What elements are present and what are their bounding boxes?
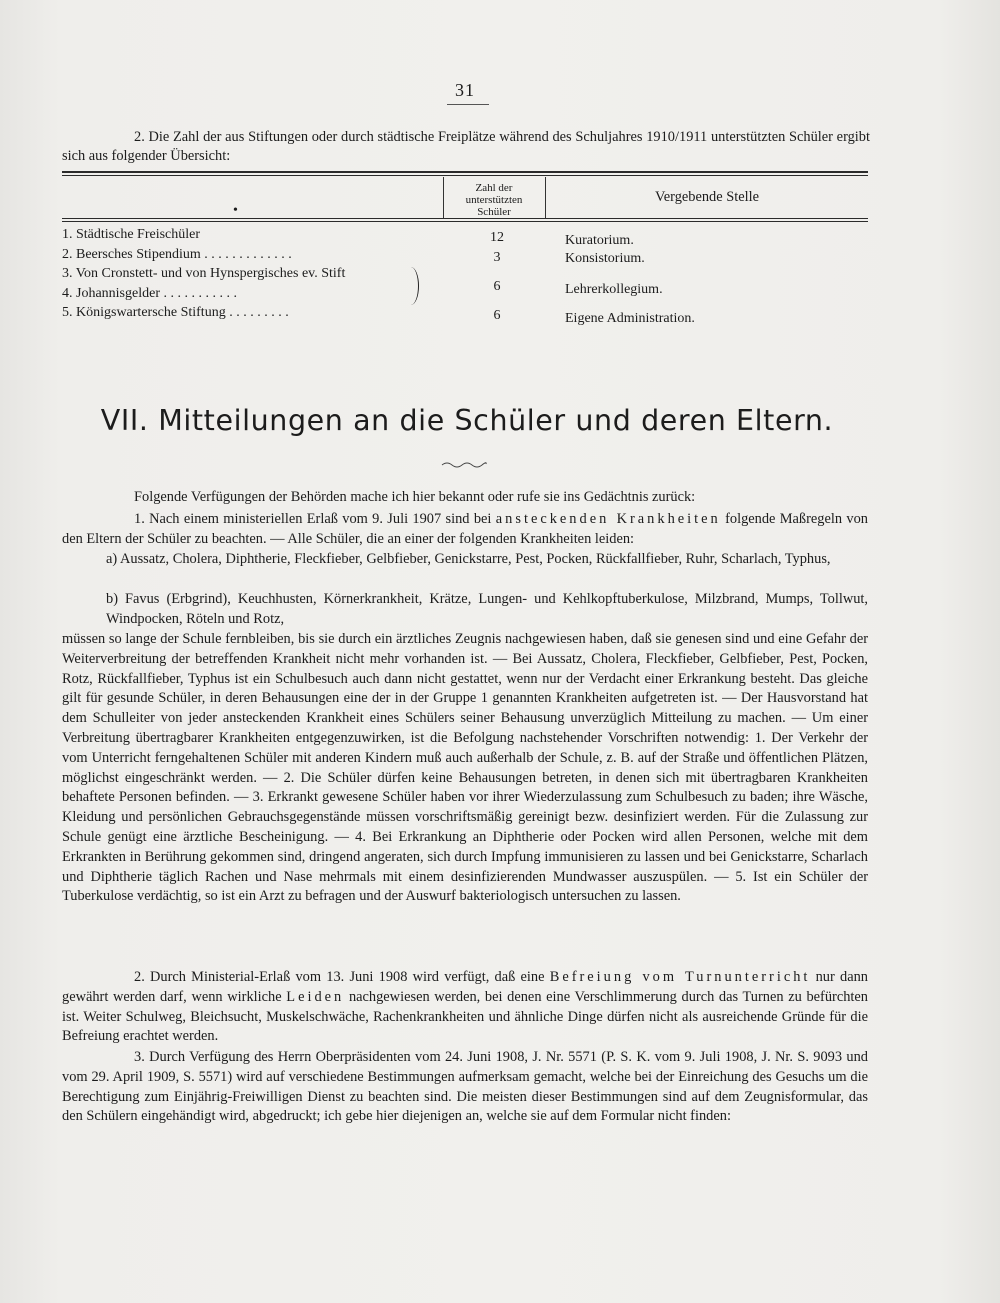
count-header-line-1: Zahl der [475, 182, 513, 194]
table-row-authority: Konsistorium. [565, 251, 645, 266]
table-top-rule-second [62, 175, 868, 176]
announcement-intro: Folgende Verfügungen der Behörden mache ich hier bekannt oder rufe sie ins Gedächtnis zurück: [134, 489, 696, 505]
heading-ornament [441, 460, 487, 468]
regulation-3: 3. Durch Verfügung des Herrn Oberpräsidenten vom 24. Juni 1908, J. Nr. 5571 (P. S. K. vom 9. Juli 1908, J. Nr. S. 9093 und vom 29. April 1909, S. 5571) wird auf verschiedene Bestimmungen aufmerksam gemacht, welche bei der Einreichung des Gesuchs um die Berechtigung zum Einjährig-Freiwilligen Dienst zu beachten sind. Die meisten dieser Bestimmungen sind auf dem Zeugnisformular, das den Schülern eingehändigt wird, abgedruckt; ich gebe hier diejenigen an, welche sie auf dem Formular nicht finden: [62, 1049, 868, 1125]
regulation-1-rest: folgende Maßregeln von den Eltern der Schüler zu beachten. — Alle Schüler, die an einer der folgenden Krankheiten leiden: [62, 511, 869, 547]
page-number: 31 [455, 80, 475, 100]
regulation-1-start: 1. Nach einem ministeriellen Erlaß vom 9. Juli 1907 sind bei [134, 511, 492, 527]
regulation-2 [62, 968, 868, 1047]
row-grouping-brace [410, 267, 419, 305]
section-heading: VII. Mitteilungen an die Schüler und deren Eltern. [100, 404, 834, 437]
authority-column-header: Vergebende Stelle [654, 189, 760, 205]
regulation-2-middle: nur dann gewährt werden darf, wenn wirkliche [62, 969, 868, 1005]
table-header-rule [62, 218, 868, 219]
count-header-line-3: Schüler [477, 206, 511, 218]
intro-paragraph: 2. Die Zahl der aus Stiftungen oder durch städtische Freiplätze während des Schuljahres 1910/1911 unterstützten Schüler ergibt sich aus folgender Übersicht: [62, 129, 870, 164]
table-row-count: 6 [493, 308, 501, 323]
disease-list-a: a) Aussatz, Cholera, Diphtherie, Fleckfieber, Gelbfieber, Genickstarre, Pest, Pocken, Rückfallfieber, Ruhr, Scharlach, Typhus, [106, 551, 831, 567]
regulation-1-lead [62, 510, 868, 550]
table-header-mark: • [233, 203, 238, 218]
table-row-authority: Eigene Administration. [565, 311, 695, 326]
table-header-rule-second [62, 221, 868, 222]
table-row-authority: Kuratorium. [565, 233, 634, 248]
table-row-count: 6 [493, 279, 501, 294]
table-row-label: 1. Städtische Freischüler [62, 227, 201, 242]
regulation-2-rest: nachgewiesen werden, bei denen eine Verschlimmerung durch das Turnen zu befürchten ist. Weiter Schulweg, Bleichsucht, Muskelschwäche, Rachenkrankheiten und ähnliche Dinge dürfen nicht als ausreichende Gründe für die Befreiung erachtet werden. [62, 988, 868, 1045]
table-row-label: 2. Beersches Stipendium . . . . . . . . . . . . . [62, 247, 292, 262]
regulation-1-emphasis: ansteckenden Krankheiten [495, 511, 721, 527]
regulation-2-emphasis-2: Leiden [286, 988, 345, 1005]
regulation-2-start: 2. Durch Ministerial-Erlaß vom 13. Juni 1908 wird verfügt, daß eine [134, 969, 545, 985]
table-row-label: 5. Königswartersche Stiftung . . . . . . . . . [62, 305, 289, 320]
table-row-label: 3. Von Cronstett- und von Hynspergisches ev. Stift [62, 266, 346, 281]
table-row-label: 4. Johannisgelder . . . . . . . . . . . [62, 286, 237, 301]
table-row-count: 12 [490, 230, 504, 245]
regulation-1-body: müssen so lange der Schule fernbleiben, bis sie durch ein ärztliches Zeugnis nachgewiesen haben, daß sie genesen sind und eine Gefahr der Weiterverbreitung der betreffenden Krankheit nicht mehr vorhanden ist. — Bei Aussatz, Cholera, Fleckfieber, Gelbfieber, Pest, Pocken, Rotz, Rückfallfieber, Typhus ist ein Schulbesuch auch dann nicht gestattet, wenn nur der Verdacht einer Erkrankung besteht. Das gleiche gilt für gesunde Schüler, in deren Behausungen eine der in der Gruppe 1 genannten Krankheiten aufgetreten ist. — Der Hausvorstand hat dem Schulleiter von jeder ansteckenden Krankheit eines Schülers seiner Behausung unverzüglich Mitteilung zu machen. — Um einer Verbreitung übertragbarer Krankheiten entgegenzuwirken, ist die Befolgung nachstehender Vorschriften notwendig: 1. Der Verkehr der vom Unterricht ferngehaltenen Schüler mit anderen Kindern muß auch außerhalb der Schule, z. B. auf der Straße und öffentlichen Plätzen, möglichst eingeschränkt werden. — 2. Die Schüler dürfen keine Behausungen betreten, in denen sich mit übertragbaren Krankheiten behaftete Personen befinden. — 3. Erkrankt gewesene Schüler haben vor ihrer Wiederzulassung zum Schulbesuch zu baden; ihre Wäsche, Kleidung und persönlichen Gebrauchsgegenstände müssen vorschriftsmäßig gereinigt bezw. desinfiziert werden. Für die Zulassung zur Schule genügt eine ärztliche Bescheinigung. — 4. Bei Erkrankung an Diphtherie oder Pocken wird allen Personen, welche mit dem Erkrankten in Berührung gekommen sind, dringend angeraten, sich durch Impfung immunisieren zu lassen und bei Genickstarre, Scharlach und Diphtherie täglich Rachen und Nase mehrmals mit einem desinfizierenden Mundwasser auszuspülen. — 5. Ist ein Schüler der Tuberkulose verdächtig, so ist ein Arzt zu befragen und der Auswurf bakteriologisch untersuchen zu lassen. [62, 631, 868, 905]
page-number-underline [447, 104, 489, 105]
table-row-count: 3 [493, 250, 501, 265]
count-column-header [444, 182, 544, 218]
disease-list-b: b) Favus (Erbgrind), Keuchhusten, Körnerkrankheit, Krätze, Lungen- und Kehlkopftuberkulose, Milzbrand, Mumps, Tollwut, Windpocken, Röteln und Rotz, [106, 591, 868, 627]
regulation-2-emphasis: Befreiung vom Turnunterricht [549, 969, 811, 985]
table-top-rule [62, 171, 868, 173]
count-header-line-2: unterstützten [465, 194, 523, 206]
table-row-authority: Lehrerkollegium. [565, 282, 663, 297]
